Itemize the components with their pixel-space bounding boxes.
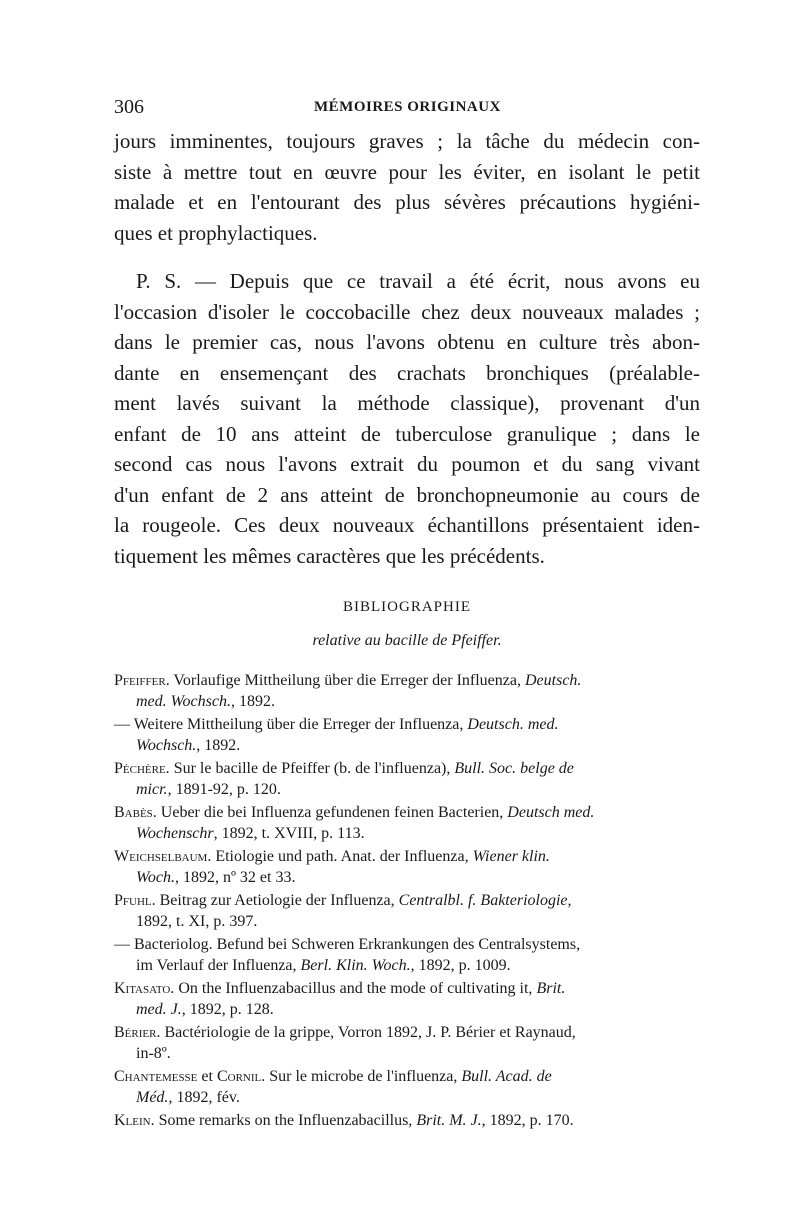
bibliography-title: BIBLIOGRAPHIE [343, 599, 471, 615]
entry-author: Bérier. [114, 1024, 161, 1041]
text-line: d'un enfant de 2 ans atteint de bronchopneumonie au cours de [114, 482, 700, 507]
entry-journal: Deutsch med. [507, 804, 595, 821]
entry-author: Péchère. [114, 760, 170, 777]
entry-text: , 1892, p. 1009. [410, 957, 511, 974]
text-line: l'occasion d'isoler le coccobacille chez deux nouveaux malades ; [114, 299, 700, 324]
entry-text: On the Influenzabacillus and the mode of cultivating it, [174, 980, 537, 997]
entry-text: Weitere Mittheilung über die Erreger der Influenza, [130, 716, 468, 733]
entry-author: Klein. [114, 1112, 155, 1129]
entry-text: Some remarks on the Influenzabacillus, [154, 1112, 417, 1129]
entry-author: Babès. [114, 804, 157, 821]
entry-journal: Méd. [136, 1089, 169, 1106]
entry-text: Beitrag zur Aetiologie der Influenza, [155, 892, 399, 909]
bibliography-entry [114, 1066, 700, 1108]
entry-text: Ueber die bei Influenza gefundenen feinen Bacterien, [156, 804, 508, 821]
entry-author: Weichselbaum. [114, 848, 212, 865]
running-title: MÉMOIRES ORIGINAUX [314, 99, 501, 115]
paragraph-conclusion [114, 126, 700, 248]
entry-text: Vorlaufige Mittheilung über die Erreger der Influenza, [169, 672, 525, 689]
bibliography-entry [114, 978, 700, 1020]
entry-text: Sur le bacille de Pfeiffer (b. de l'influenza), [169, 760, 455, 777]
text-line: dante en ensemençant des crachats bronchiques (préalable- [114, 360, 700, 385]
text-line: P. S. — Depuis que ce travail a été écrit, nous avons eu [136, 269, 700, 293]
text-line: siste à mettre tout en œuvre pour les éviter, en isolant le petit [114, 159, 700, 184]
entry-author: Pfeiffer. [114, 672, 170, 689]
entry-journal: med. Wochsch. [136, 693, 231, 710]
bibliography-entry [114, 890, 700, 932]
page-number: 306 [114, 96, 144, 118]
entry-journal: Berl. Klin. Woch. [300, 957, 411, 974]
entry-journal: Woch. [136, 869, 175, 886]
entry-author: — [114, 716, 130, 733]
entry-journal: Wochsch. [136, 737, 197, 754]
text-line: second cas nous l'avons extrait du poumon et du sang vivant [114, 452, 700, 476]
entry-text: im Verlauf der Influenza, [136, 957, 301, 974]
entry-text: , 1892. [230, 693, 275, 710]
entry-author: Cornil. [216, 1068, 266, 1085]
bibliography-list [114, 670, 700, 1131]
entry-text: 1892, t. XI, p. 397. [136, 913, 258, 930]
entry-author: Chantemesse [114, 1068, 198, 1085]
running-head [114, 96, 700, 126]
bibliography-entry [114, 758, 700, 800]
entry-journal: Brit. [536, 980, 566, 997]
bibliography-entry [114, 670, 700, 712]
entry-journal: micr. [136, 781, 168, 798]
entry-text: Etiologie und path. Anat. der Influenza, [211, 848, 473, 865]
text-line: ques et prophylactiques. [114, 220, 318, 245]
entry-text: , 1892, fév. [168, 1089, 240, 1106]
bibliography-entry [114, 846, 700, 888]
entry-journal: Bull. Soc. belge de [454, 760, 574, 777]
entry-text: Bacteriolog. Befund bei Schweren Erkrankungen des Centralsystems, [130, 936, 581, 953]
entry-author: Kitasato. [114, 980, 175, 997]
entry-journal: Wochenschr [136, 825, 214, 842]
bibliography-entry [114, 1110, 700, 1131]
text-line: ment lavés suivant la méthode classique), provenant d'un [114, 391, 700, 415]
text-line: dans le premier cas, nous l'avons obtenu en culture très abon- [114, 330, 700, 354]
bibliography-subtitle: relative au bacille de Pfeiffer. [312, 632, 502, 649]
entry-journal: Bull. Acad. de [461, 1068, 552, 1085]
postscript-paragraph [114, 266, 700, 571]
entry-journal: Deutsch. [524, 672, 582, 689]
entry-text: , 1892, p. 170. [481, 1112, 574, 1129]
bibliography-entry [114, 1022, 700, 1064]
text-line: enfant de 10 ans atteint de tuberculose granulique ; dans le [114, 421, 700, 446]
entry-text: Sur le microbe de l'influenza, [265, 1068, 462, 1085]
entry-author: — [114, 936, 130, 953]
entry-text: , 1892, t. XVIII, p. 113. [213, 825, 365, 842]
entry-text: , 1892, p. 128. [181, 1001, 274, 1018]
entry-text: et [197, 1068, 217, 1085]
entry-author: Pfuhl. [114, 892, 156, 909]
entry-journal: med. J. [136, 1001, 182, 1018]
text-line: tiquement les mêmes caractères que les précédents. [114, 543, 545, 568]
bibliography-entry [114, 802, 700, 844]
entry-text: Bactériologie de la grippe, Vorron 1892, J. P. Bérier et Raynaud, [160, 1024, 576, 1041]
entry-text: , 1892, nº 32 et 33. [174, 869, 296, 886]
entry-journal: Brit. M. J. [416, 1112, 482, 1129]
text-line: la rougeole. Ces deux nouveaux échantillons présentaient iden- [114, 513, 700, 537]
entry-text: in-8º. [136, 1045, 171, 1062]
entry-journal: Centralbl. f. Bakteriologie, [398, 892, 572, 909]
bibliography-entry [114, 934, 700, 976]
entry-journal: Deutsch. med. [467, 716, 559, 733]
entry-text: , 1892. [196, 737, 241, 754]
text-line: malade et en l'entourant des plus sévères précautions hygiéni- [114, 190, 700, 214]
entry-text: , 1891-92, p. 120. [167, 781, 281, 798]
entry-journal: Wiener klin. [472, 848, 550, 865]
page [114, 96, 700, 1133]
bibliography-entry [114, 714, 700, 756]
text-line: jours imminentes, toujours graves ; la tâche du médecin con- [114, 129, 700, 153]
